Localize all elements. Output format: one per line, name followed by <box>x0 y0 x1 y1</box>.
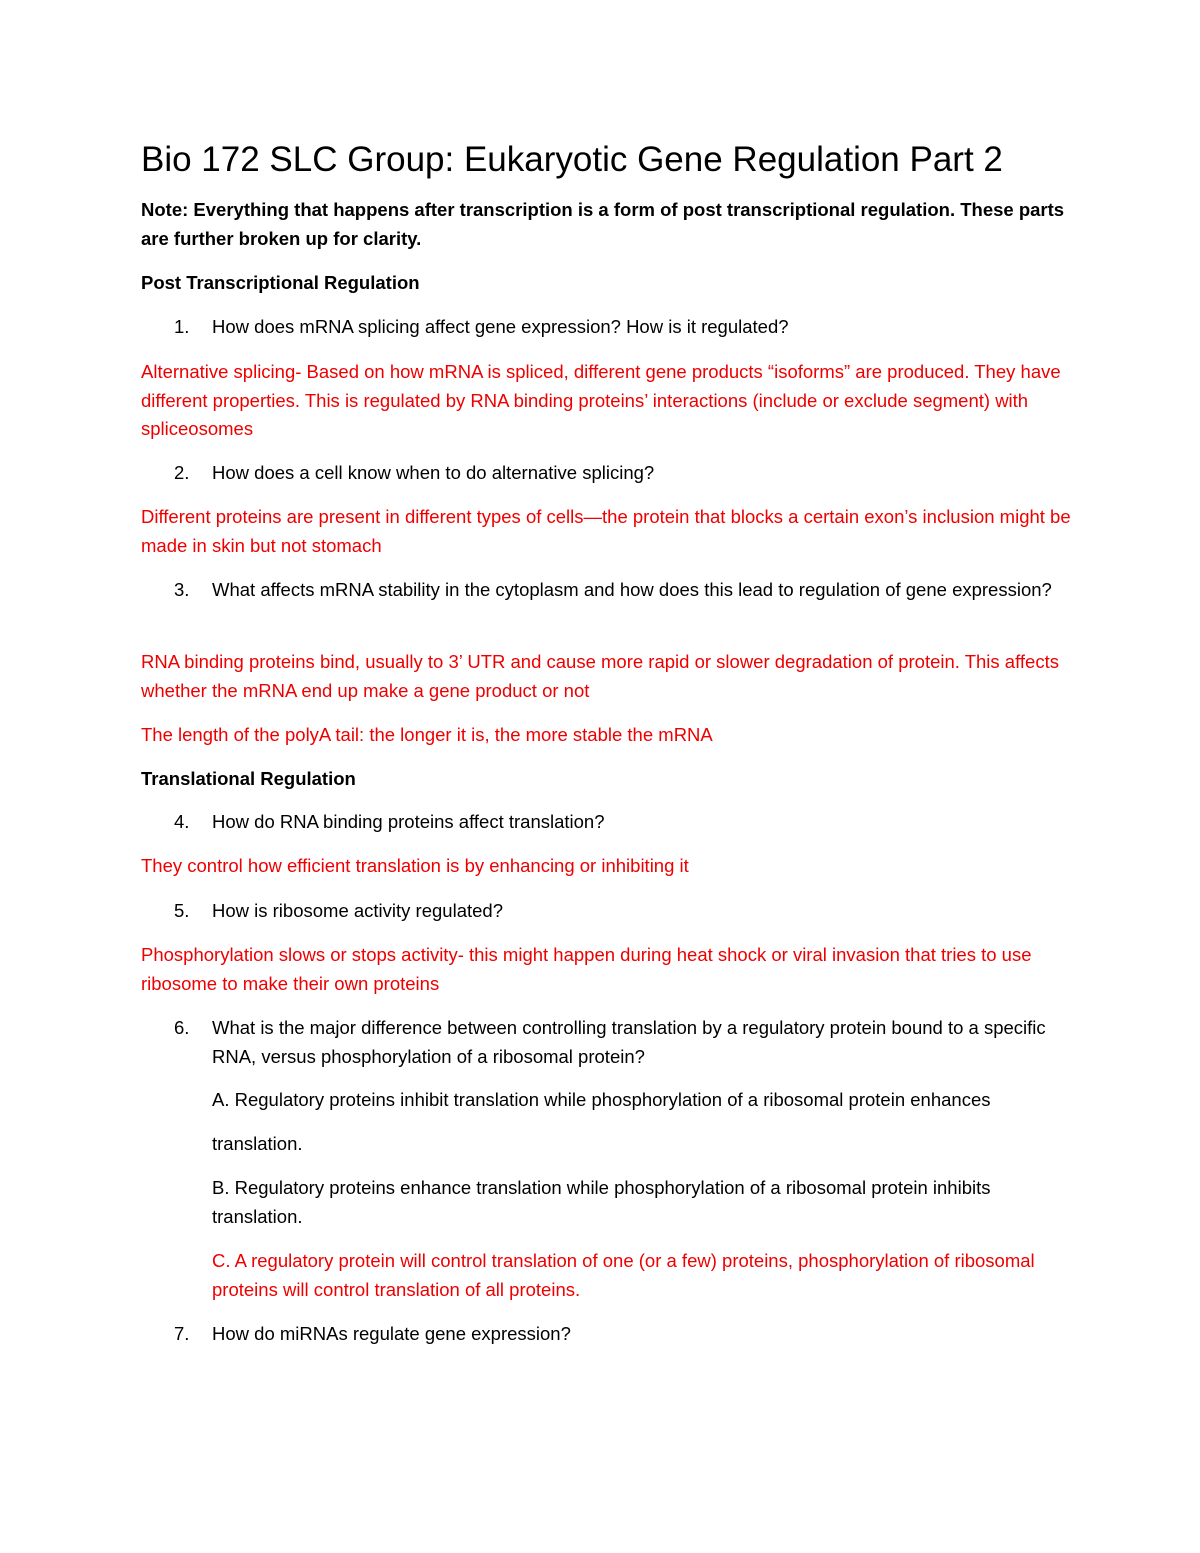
question-text: What is the major difference between controlling translation by a regulatory protein bound to a specific RNA, versus phosphorylation of a ribosomal protein? <box>212 1017 1046 1067</box>
question-text: How do miRNAs regulate gene expression? <box>212 1323 571 1344</box>
question-number: 6. <box>174 1017 190 1038</box>
question-4 <box>141 808 1071 837</box>
answer-5: Phosphorylation slows or stops activity- this might happen during heat shock or viral invasion that tries to use ribosome to make their own proteins <box>141 944 1032 994</box>
question-number: 4. <box>174 811 190 832</box>
answer-3a: RNA binding proteins bind, usually to 3’ UTR and cause more rapid or slower degradation of protein. This affects whether the mRNA end up make a gene product or not <box>141 651 1059 701</box>
question-2 <box>141 459 1071 488</box>
answer-4: They control how efficient translation is by enhancing or inhibiting it <box>141 855 689 876</box>
question-number: 7. <box>174 1323 190 1344</box>
option-a-line-1: A. Regulatory proteins inhibit translation while phosphorylation of a ribosomal protein enhances <box>212 1089 991 1110</box>
option-a-line-2: translation. <box>212 1133 303 1154</box>
question-text: How does a cell know when to do alternative splicing? <box>212 462 655 483</box>
question-text: How is ribosome activity regulated? <box>212 900 503 921</box>
question-number: 2. <box>174 462 190 483</box>
question-7 <box>141 1320 1071 1349</box>
answer-1: Alternative splicing- Based on how mRNA is spliced, different gene products “isoforms” are produced. They have different properties. This is regulated by RNA binding proteins’ interactions (include or exclude segment) with spliceosomes <box>141 361 1061 439</box>
question-text: How does mRNA splicing affect gene expression? How is it regulated? <box>212 316 789 337</box>
question-5 <box>141 897 1071 926</box>
question-text: How do RNA binding proteins affect translation? <box>212 811 605 832</box>
section-heading-translational: Translational Regulation <box>141 768 356 789</box>
question-text: What affects mRNA stability in the cytoplasm and how does this lead to regulation of gene expression? <box>212 579 1052 600</box>
option-c: C. A regulatory protein will control translation of one (or a few) proteins, phosphorylation of ribosomal proteins will control translation of all proteins. <box>212 1250 1035 1300</box>
section-heading-post-transcriptional: Post Transcriptional Regulation <box>141 272 420 293</box>
question-number: 3. <box>174 579 190 600</box>
question-3 <box>141 576 1071 605</box>
page-title: Bio 172 SLC Group: Eukaryotic Gene Regulation Part 2 <box>141 140 1003 179</box>
question-number: 1. <box>174 316 190 337</box>
option-b: B. Regulatory proteins enhance translation while phosphorylation of a ribosomal protein inhibits translation. <box>212 1177 991 1227</box>
question-number: 5. <box>174 900 190 921</box>
question-6 <box>141 1014 1071 1071</box>
intro-note: Note: Everything that happens after transcription is a form of post transcriptional regulation. These parts are further broken up for clarity. <box>141 199 1065 249</box>
answer-3b: The length of the polyA tail: the longer it is, the more stable the mRNA <box>141 724 713 745</box>
question-1 <box>141 313 1071 342</box>
answer-2: Different proteins are present in different types of cells—the protein that blocks a certain exon’s inclusion might be made in skin but not stomach <box>141 506 1071 556</box>
